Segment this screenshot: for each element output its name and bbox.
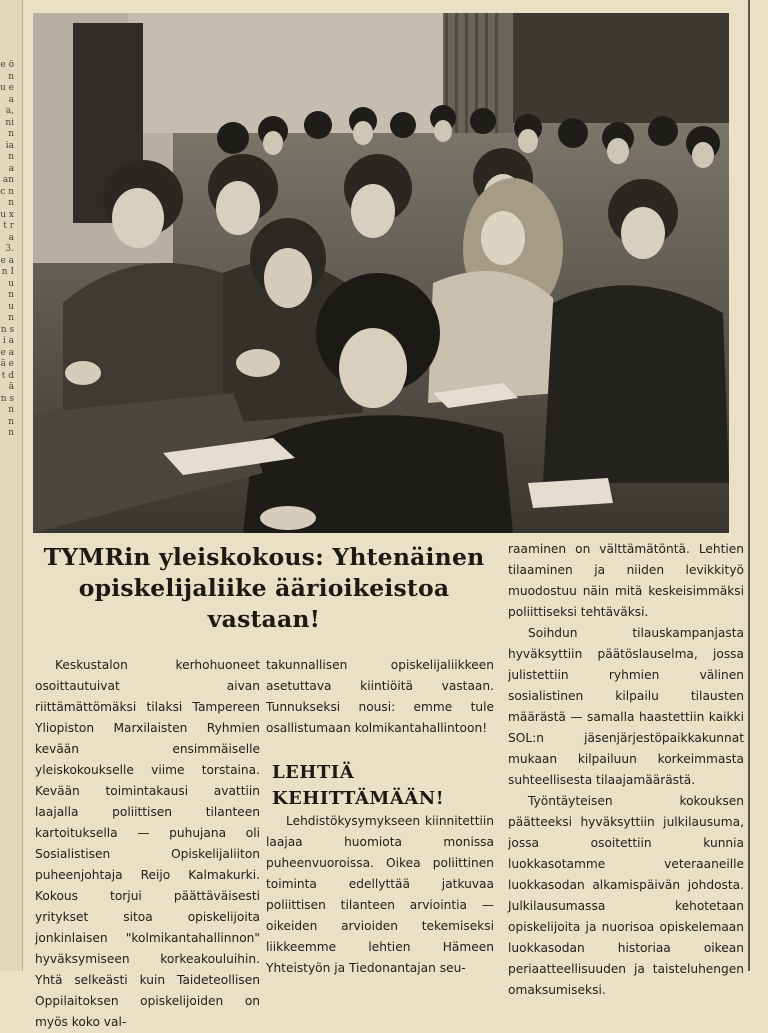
column-rule	[748, 0, 750, 971]
previous-page-edge	[0, 0, 23, 971]
paragraph: Työntäyteisen kokouksen päätteeksi hyväksyttiin julkilausuma, jossa osoitettiin kunnia luokkasotamme veteraaneille luokkasodan alkamispäivän johdosta. Julkilausumassa kehotetaan opiskelijoita ja nuorisoa opiskelemaan luokkasodan historiaa oikean periaatteellisuuden ja taisteluhengen omaksumiseksi.	[508, 794, 744, 997]
paragraph: raaminen on välttämätöntä. Lehtien tilaaminen ja niiden levikkityö muodostuu näin mitä keskeisimmäksi poliittiseksi tehtäväksi.	[508, 542, 744, 619]
paragraph: Soihdun tilauskampanjasta hyväksyttiin päätöslauselma, jossa julistettiin ryhmien välinen sosialistinen kilpailu tilausten määrästä — samalla haastettiin kaikki SOL:n jäsenjärjestöpaikkakunnat mukaan kilpailuun korkeimmasta suhteellisesta tilaajamäärästä.	[508, 626, 744, 787]
meeting-photo-illustration	[33, 13, 729, 533]
paragraph: takunnallisen opiskelijaliikkeen asetuttava kiintiöitä vastaan. Tunnukseksi nousi: emme tule osallistumaan kolmikantahallintoon!	[266, 658, 494, 735]
article-column-2-bottom	[266, 811, 494, 979]
article-column-3	[508, 539, 744, 1001]
paragraph: Lehdistökysymykseen kiinnitettiin laajaa huomiota monissa puheenvuoroissa. Oikea poliittinen toiminta edellyttää jatkuvaa poliittisen tilanteen arviointia — oikeiden arvioiden tekemiseksi liikkeemme lehtien Hämeen Yhteistyön ja Tiedonantajan seu-	[266, 814, 494, 975]
margin-letters: e ö n u e a a, ni n ia n a an c n n u x t r a 3. e a n I u n u n n s i a e a ä e t d ä n s n n n	[0, 60, 14, 438]
article-headline: TYMRin yleiskokous: Yhtenäinen opiskelijaliike äärioikeistoa vastaan!	[43, 543, 485, 633]
paragraph: Keskustalon kerhohuoneet osoittautuivat aivan riittämättömäksi tilaksi Tampereen Yliopiston Marxilaisten Ryhmien kevään ensimmäiselle yleiskokoukselle viime torstaina. Kevään toimintakausi avattiin laajalla poliittisen tilanteen kartoituksella — puhujana oli Sosialistisen Opiskelijaliiton puheenjohtaja Reijo Kalmakurki. Kokous torjui päättäväisesti yritykset sitoa opiskelijoita jonkinlaisen "kolmikantahallinnon" hyväksymiseen korkeakouluihin. Yhtä selkeästi kuin Taideteollisen Oppilaitoksen opiskelijoiden on myös koko val-	[35, 658, 260, 1029]
meeting-photo	[33, 13, 729, 533]
article-subheading: LEHTIÄ KEHITTÄMÄÄN!	[272, 762, 445, 809]
article-column-2-top	[266, 655, 494, 739]
article-column-1	[35, 655, 260, 1033]
